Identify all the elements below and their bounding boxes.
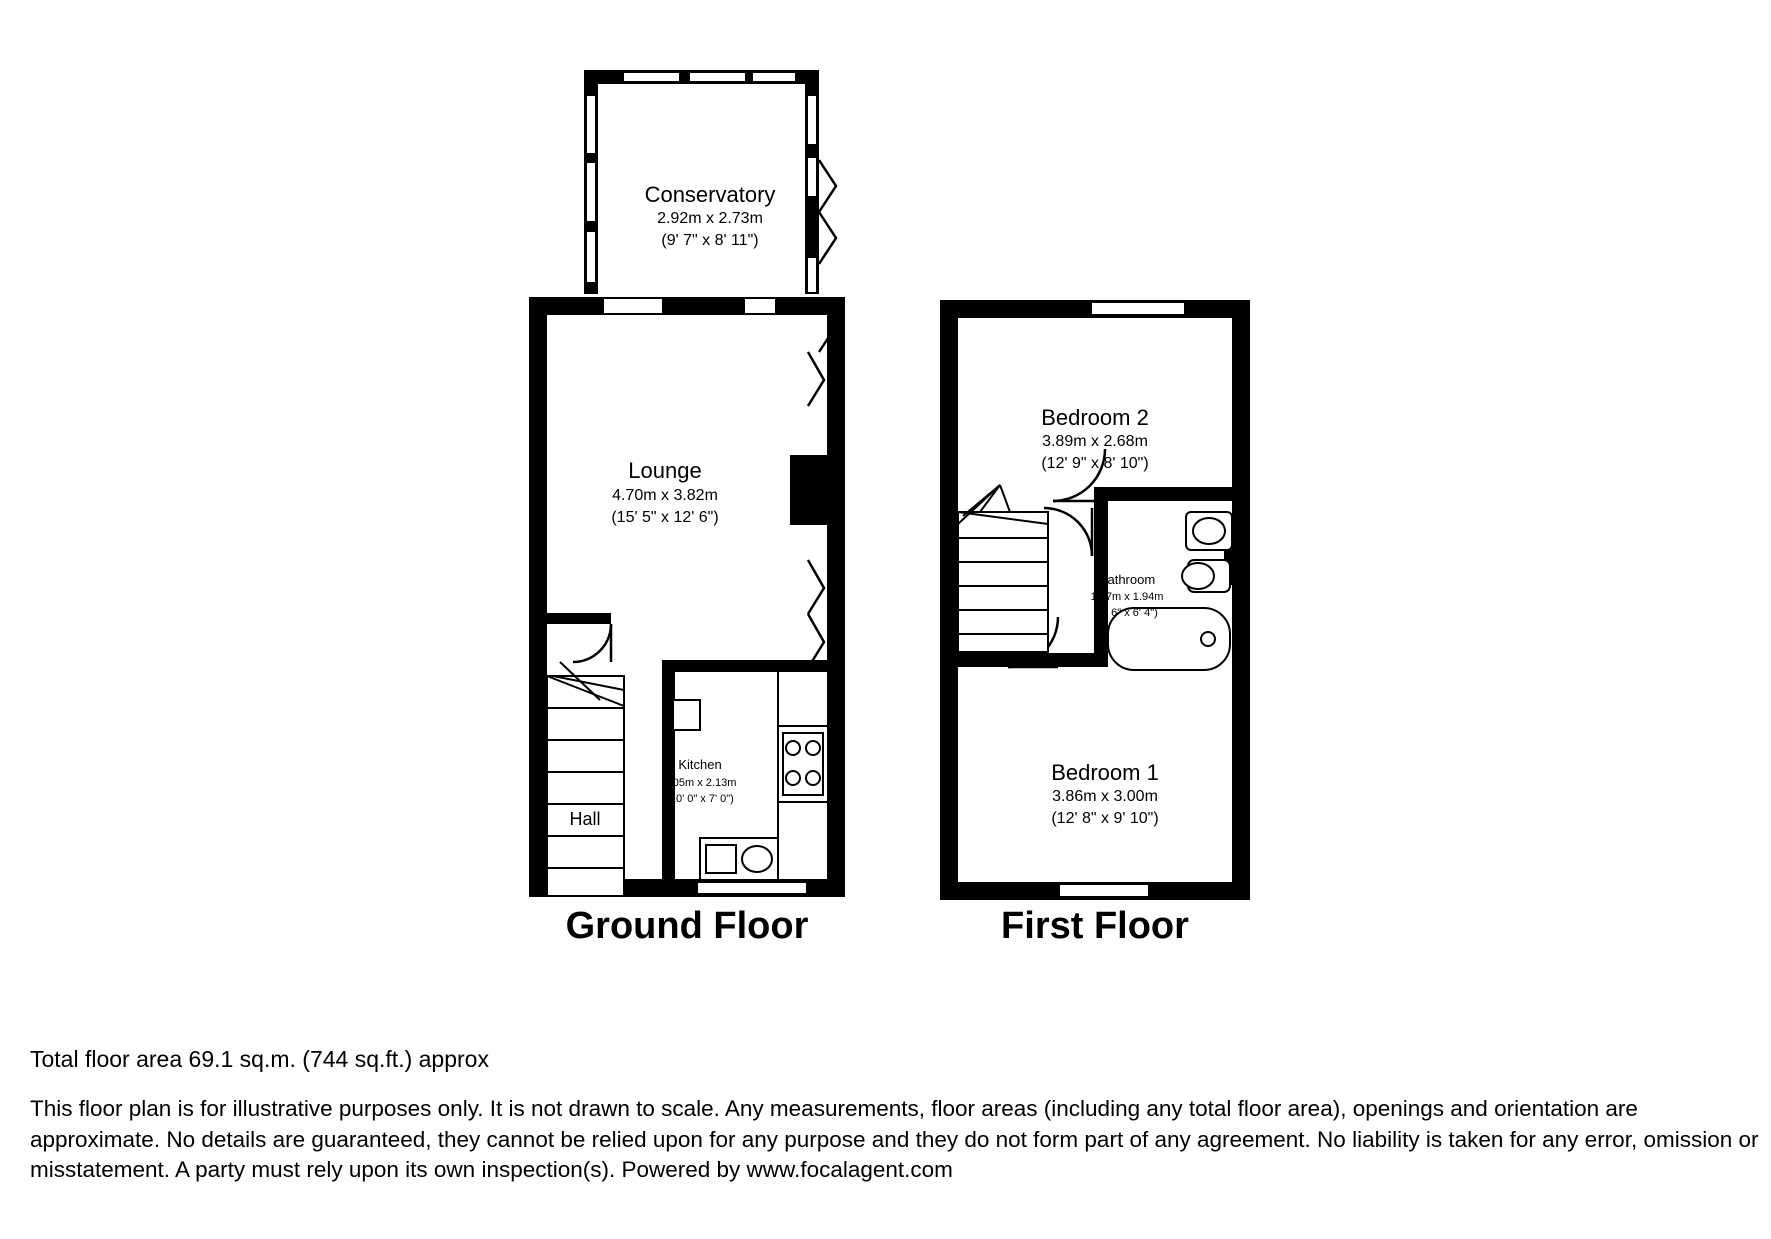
room-label-kitchen: Kitchen — [678, 757, 722, 772]
room-dims-lounge-imperial: (15' 5" x 12' 6") — [611, 509, 719, 526]
room-dims-bedroom-1-imperial: (12' 8" x 9' 10") — [1051, 810, 1159, 827]
hall-stub-wall — [529, 613, 611, 624]
room-label-hall: Hall — [569, 809, 601, 829]
room-label-conservatory: Conservatory — [644, 182, 776, 207]
hall-kitchen-wall — [662, 660, 674, 890]
ground-stairs — [547, 662, 624, 896]
room-label-bathroom: Bathroom — [1098, 572, 1156, 587]
room-label-lounge: Lounge — [628, 458, 702, 483]
bedroom2-bathroom-wall — [1104, 487, 1250, 501]
ground-pier — [790, 455, 830, 525]
room-dims-lounge-metric: 4.70m x 3.82m — [612, 487, 718, 504]
room-dims-kitchen-metric: 3.05m x 2.13m — [663, 777, 737, 789]
hall-door-swing — [573, 624, 611, 662]
room-dims-conservatory-imperial: (9' 7" x 8' 11") — [661, 232, 759, 249]
room-dims-bedroom-2-imperial: (12' 9" x 8' 10") — [1041, 455, 1149, 472]
bathroom-door-swing — [1044, 508, 1092, 556]
room-label-bedroom-2: Bedroom 2 — [1041, 405, 1149, 430]
kitchen-fixtures — [674, 672, 828, 880]
room-dims-bathroom-metric: 1.97m x 1.94m — [1090, 591, 1164, 603]
room-dims-conservatory-metric: 2.92m x 2.73m — [657, 210, 763, 227]
room-dims-bedroom-1-metric: 3.86m x 3.00m — [1052, 788, 1158, 805]
room-dims-bathroom-imperial: (6' 6" x 6' 4") — [1096, 607, 1158, 619]
room-label-bedroom-1: Bedroom 1 — [1051, 760, 1159, 785]
first-floor-stairs — [958, 485, 1048, 652]
conservatory-structure — [584, 70, 836, 668]
disclaimer-text: This floor plan is for illustrative purposes only. It is not drawn to scale. Any measurements, floor areas (including any total floor area), openings and orientation are approximate. No details are guaranteed, they cannot be relied upon for any purpose and they do not form part of any agreement. No liability is taken for any error, omission or misstatement. A party must rely upon its own inspection(s). Powered by www.focalagent.com — [30, 1096, 1759, 1183]
floor-label-ground: Ground Floor — [565, 905, 809, 947]
lounge-kitchen-wall — [662, 660, 830, 672]
total-floor-area-text: Total floor area 69.1 sq.m. (744 sq.ft.) approx — [30, 1046, 489, 1072]
room-dims-kitchen-imperial: (10' 0" x 7' 0") — [666, 793, 734, 805]
floor-label-first: First Floor — [1001, 905, 1189, 947]
room-dims-bedroom-2-metric: 3.89m x 2.68m — [1042, 433, 1148, 450]
